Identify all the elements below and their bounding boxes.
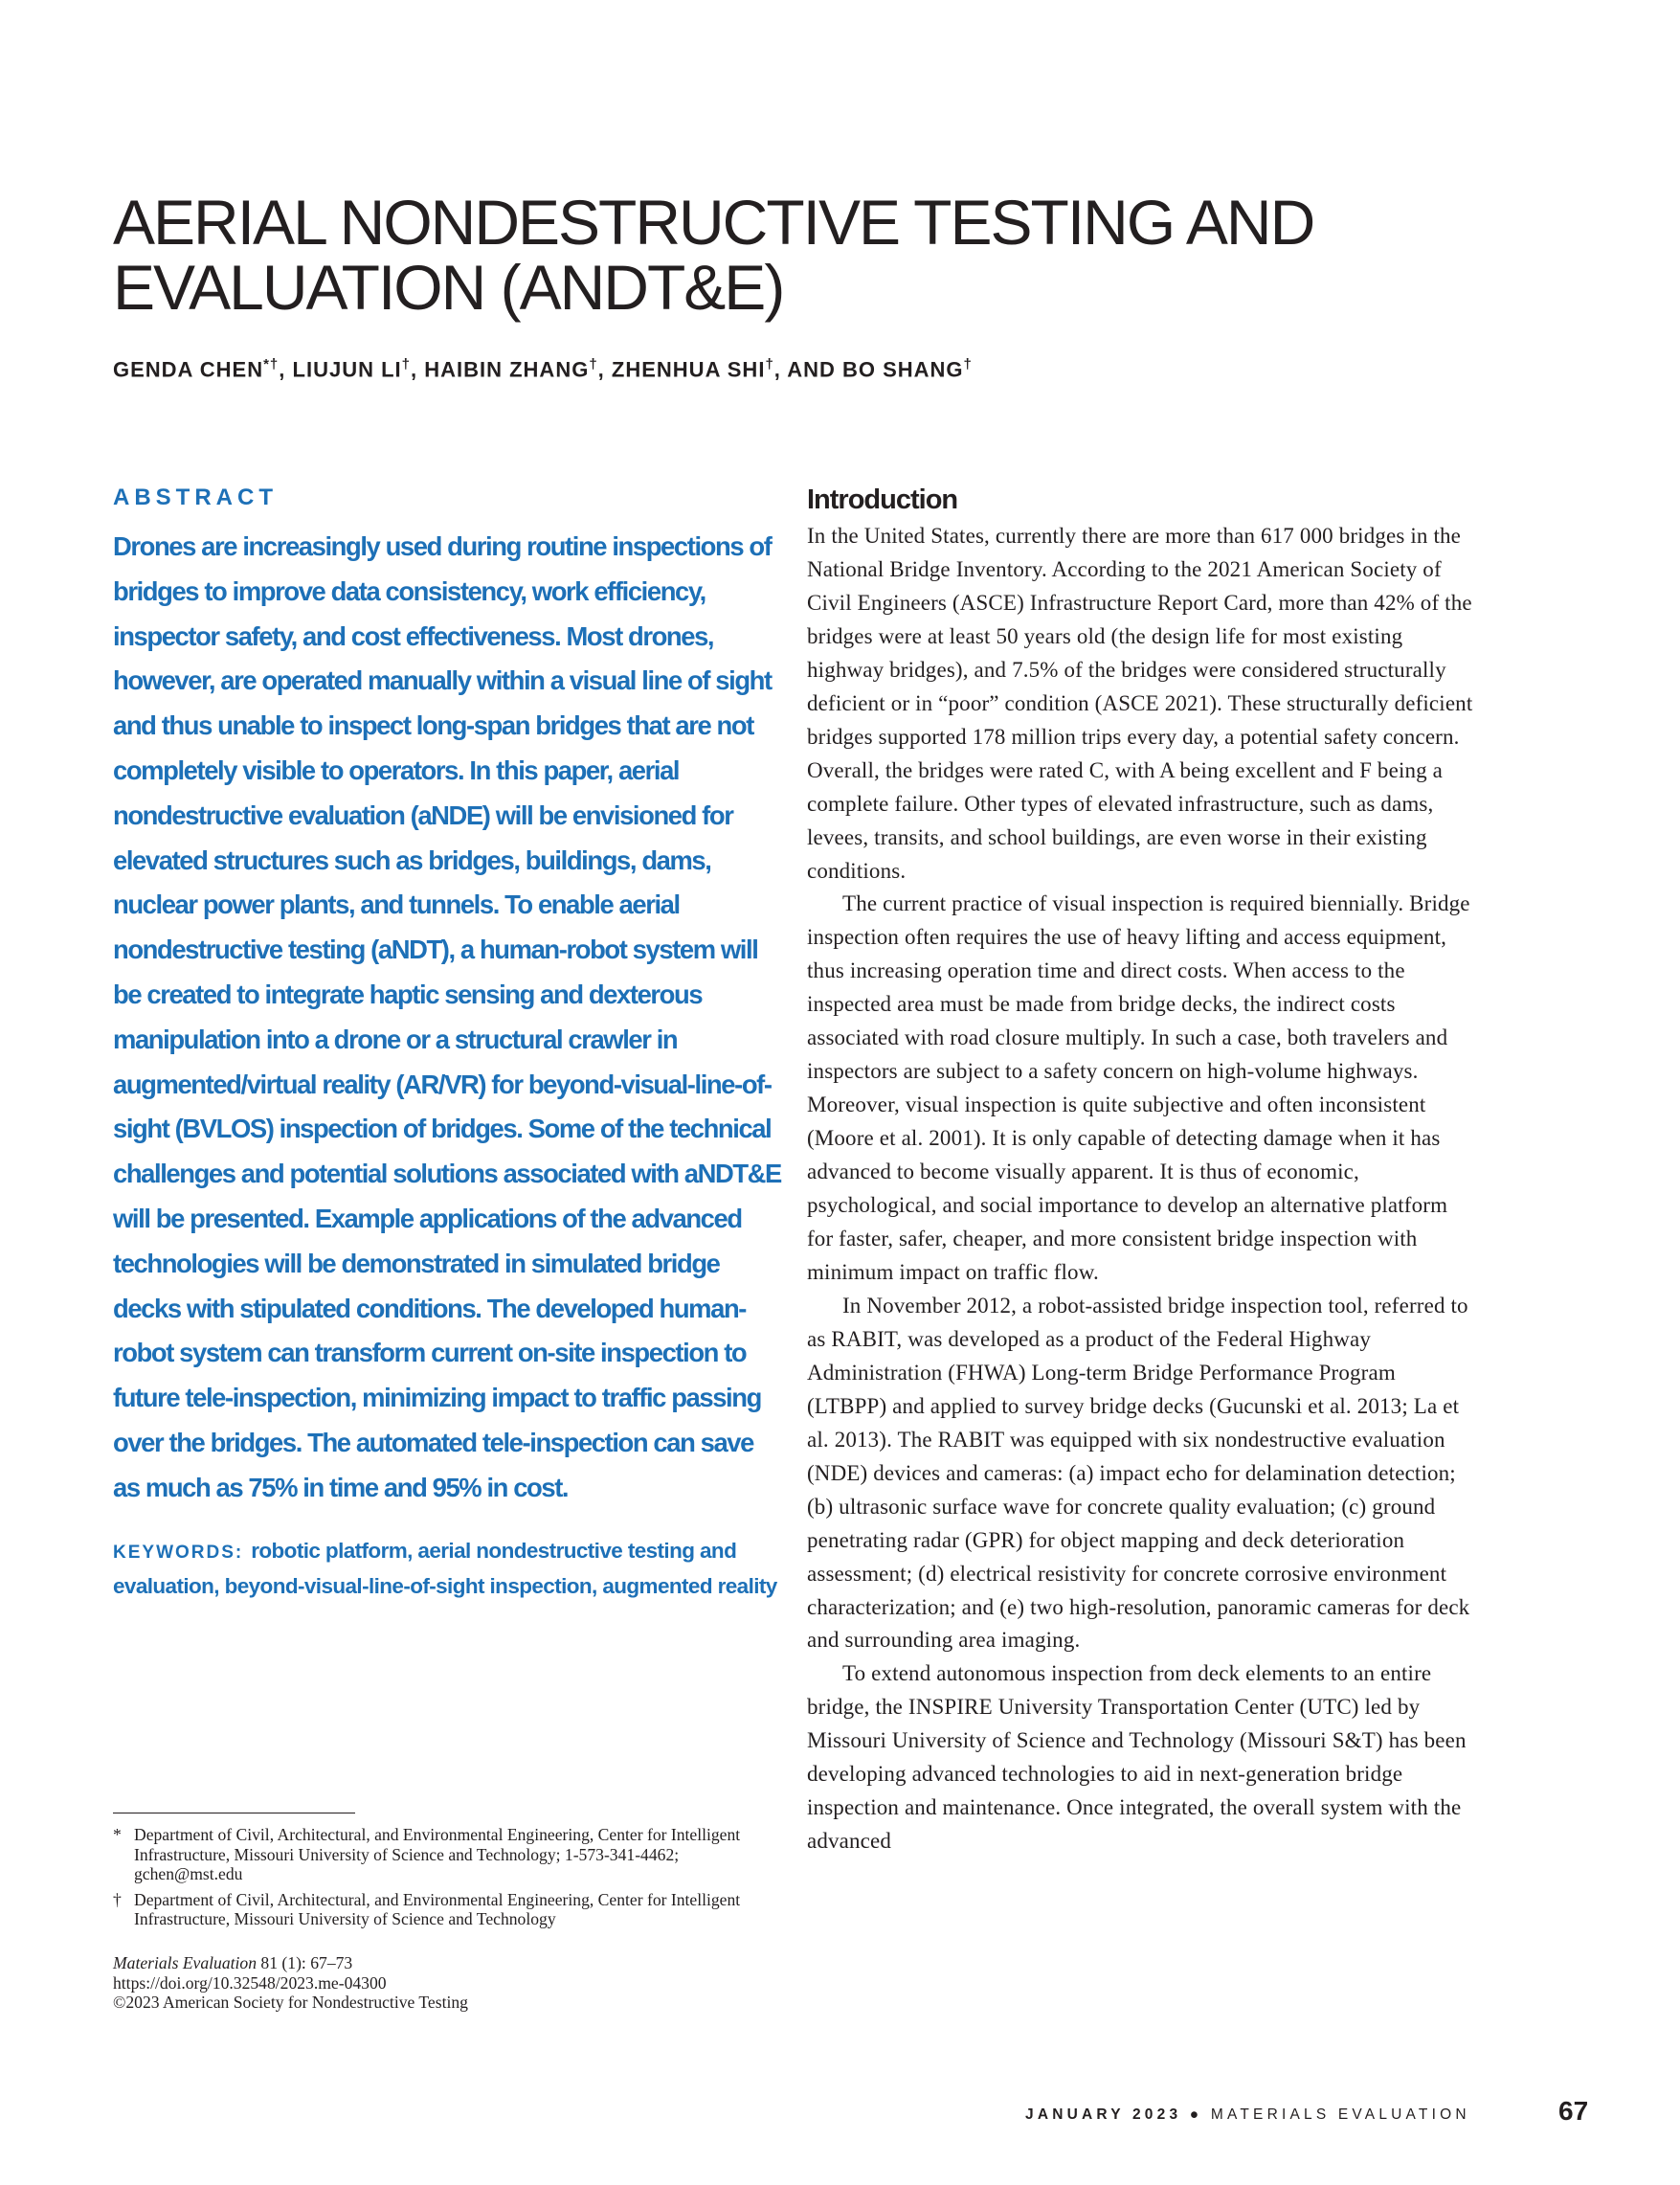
author: GENDA CHEN xyxy=(113,357,264,382)
citation-copyright: ©2023 American Society for Nondestructive Testing xyxy=(113,1993,468,2012)
author-mark: † xyxy=(401,356,411,372)
author: ZHENHUA SHI xyxy=(611,357,766,382)
author-mark: † xyxy=(963,356,973,372)
footnotes xyxy=(113,1825,783,1935)
article-title: AERIAL NONDESTRUCTIVE TESTING AND EVALUATION (ANDT&E) xyxy=(113,187,1314,323)
footer-bullet: ● xyxy=(1189,2106,1203,2123)
keywords-label: KEYWORDS: xyxy=(113,1542,244,1563)
footnote-mark: * xyxy=(113,1825,122,1844)
author-list: GENDA CHEN*†, LIUJUN LI†, HAIBIN ZHANG†, ZHENHUA SHI†, AND BO SHANG† xyxy=(113,356,973,382)
author-mark: † xyxy=(589,356,598,372)
author-mark: † xyxy=(765,356,774,372)
footer-journal-name: MATERIALS EVALUATION xyxy=(1210,2106,1470,2123)
abstract-label: ABSTRACT xyxy=(113,484,278,510)
footer-issue: JANUARY 2023 xyxy=(1025,2106,1182,2123)
footnote-text: Department of Civil, Architectural, and Environmental Engineering, Center for Intelligent Infrastructure, Missouri University of Science and Technology xyxy=(134,1889,741,1928)
keywords xyxy=(113,1534,783,1603)
body-paragraph: In the United States, currently there are more than 617 000 bridges in the National Bridge Inventory. According to the 2021 American Society of Civil Engineers (ASCE) Infrastructure Report Card, more than 42% of the bridges were at least 50 years old (the design life for most existing highway bridges), and 7.5% of the bridges were considered structurally deficient or in “poor” condition (ASCE 2021). These structurally deficient bridges supported 178 million trips every day, a potential safety concern. Overall, the bridges were rated C, with A being excellent and F being a complete failure. Other types of elevated infrastructure, such as dams, levees, transits, and school buildings, are even worse in their existing conditions. xyxy=(807,524,1473,883)
citation-block xyxy=(113,1953,783,2013)
footnote xyxy=(113,1890,783,1929)
abstract-column xyxy=(113,484,783,1603)
author: AND BO SHANG xyxy=(787,357,964,382)
footnote-mark: † xyxy=(113,1889,122,1909)
citation-volume: 81 (1): 67–73 xyxy=(257,1953,353,1972)
keywords-text: robotic platform, aerial nondestructive testing and evaluation, beyond-visual-line-of-sight inspection, augmented reality xyxy=(113,1538,777,1598)
citation-journal: Materials Evaluation xyxy=(113,1953,258,1972)
citation-doi[interactable]: https://doi.org/10.32548/2023.me-04300 xyxy=(113,1972,387,1993)
footnote-text: Department of Civil, Architectural, and Environmental Engineering, Center for Intelligent Infrastructure, Missouri University of Science and Technology; 1-573-341-4462; gchen@mst.edu xyxy=(134,1825,741,1883)
introduction-column xyxy=(807,484,1477,1858)
running-footer xyxy=(1025,2106,1470,2124)
body-paragraph: To extend autonomous inspection from deck elements to an entire bridge, the INSPIRE University Transportation Center (UTC) led by Missouri University of Science and Technology (Missouri S&T) has been developing advanced technologies to aid in next-generation bridge inspection and maintenance. Once integrated, the overall system with the advanced xyxy=(807,1661,1467,1854)
author-mark: *† xyxy=(263,356,280,372)
author: HAIBIN ZHANG xyxy=(424,357,590,382)
page-number: 67 xyxy=(1558,2096,1589,2126)
body-paragraph: The current practice of visual inspection is required biennially. Bridge inspection often requires the use of heavy lifting and access equipment, thus increasing operation time and direct costs. When access to the inspected area must be made from bridge decks, the indirect costs associated with road closure multiply. In such a case, both travelers and inspectors are subject to a safety concern on high-volume highways. Moreover, visual inspection is quite subjective and often inconsistent (Moore et al. 2001). It is only capable of detecting damage when it has advanced to become visually apparent. It is thus of economic, psychological, and social importance to develop an alternative platform for faster, safer, cheaper, and more consistent bridge inspection with minimum impact on traffic flow. xyxy=(807,891,1470,1284)
abstract-text: Drones are increasingly used during routine inspections of bridges to improve data consistency, work efficiency, inspector safety, and cost effectiveness. Most drones, however, are operated manually within a visual line of sight and thus unable to inspect long-span bridges that are not completely visible to operators. In this paper, aerial nondestructive evaluation (aNDE) will be envisioned for elevated structures such as bridges, buildings, dams, nuclear power plants, and tunnels. To enable aerial nondestructive testing (aNDT), a human-robot system will be created to integrate haptic sensing and dexterous manipulation into a drone or a structural crawler in augmented/virtual reality (AR/VR) for beyond-visual-line-of-sight (BVLOS) inspection of bridges. Some of the technical challenges and potential solutions associated with aNDT&E will be presented. Example applications of the advanced technologies will be demonstrated in simulated bridge decks with stipulated conditions. The developed human-robot system can transform current on-site inspection to future tele-inspection, minimizing impact to traffic passing over the bridges. The automated tele-inspection can save as much as 75% in time and 95% in cost. xyxy=(113,531,781,1502)
body-paragraph: In November 2012, a robot-assisted bridge inspection tool, referred to as RABIT, was developed as a product of the Federal Highway Administration (FHWA) Long-term Bridge Performance Program (LTBPP) and applied to survey bridge decks (Gucunski et al. 2013; La et al. 2013). The RABIT was equipped with six nondestructive evaluation (NDE) devices and cameras: (a) impact echo for delamination detection; (b) ultrasonic surface wave for concrete quality evaluation; (c) ground penetrating radar (GPR) for object mapping and deck deterioration assessment; (d) electrical resistivity for concrete corrosive environment characterization; and (e) two high-resolution, panoramic cameras for deck and surrounding area imaging. xyxy=(807,1293,1470,1653)
introduction-heading: Introduction xyxy=(807,484,958,515)
footnote xyxy=(113,1825,783,1884)
author: LIUJUN LI xyxy=(292,357,402,382)
